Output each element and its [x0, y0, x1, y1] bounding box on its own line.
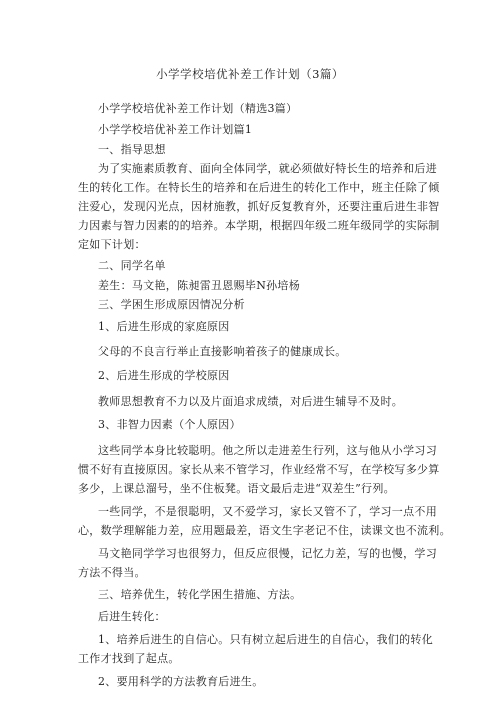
- subheading-conversion: 后进生转化：: [98, 610, 166, 623]
- paragraph-line: 1、培养后进生的自信心。只有树立起后进生的自信心，我们的转化: [98, 633, 433, 646]
- paragraph-line: 定如下计划：: [78, 238, 146, 251]
- heading-measures: 三、培养优生，转化学困生措施、方法。: [98, 588, 302, 601]
- paragraph-line: 心，数学理解能力差，应用题最差，语文生字老记不住，读课文也不流利。: [78, 524, 451, 537]
- document-title: 小学学校培优补差工作计划（3篇）: [156, 67, 344, 81]
- paragraph-line: 惯不好有直接原因。家长从来不管学习，作业经常不写，在学校写多少算: [78, 463, 440, 476]
- paragraph-line: 为了实施素质教育、面向全体同学，就必须做好特长生的培养和后进: [98, 162, 437, 175]
- heading-student-list: 二、同学名单: [98, 259, 166, 272]
- student-names: 差生：马文艳，陈昶雷丑恩赐毕N孙培杨: [98, 279, 301, 292]
- section-heading: 小学学校培优补差工作计划篇1: [98, 123, 253, 136]
- paragraph-line: 多少，上课总溜号，坐不住板凳。语文最后走进“双差生”行列。: [78, 482, 395, 495]
- paragraph-line: 父母的不良言行举止直接影响着孩子的健康成长。: [98, 345, 347, 358]
- paragraph-line: 2、要用科学的方法教育后进生。: [98, 675, 264, 688]
- paragraph-line: 一些同学，不是很聪明，又不爱学习，家长又管不了，学习一点不用: [98, 505, 437, 518]
- heading-guiding-idea: 一、指导思想: [98, 143, 166, 156]
- paragraph-line: 生的转化工作。在特长生的培养和在后进生的转化工作中，班主任除了倾: [78, 181, 440, 194]
- subheading-school-cause: 2、后进生形成的学校原因: [98, 369, 230, 382]
- paragraph-line: 马文艳同学学习也很努力，但反应很慢，记忆力差，写的也慢，学习: [98, 547, 437, 560]
- paragraph-line: 这些同学本身比较聪明。他之所以走进差生行列，这与他从小学习习: [98, 444, 437, 457]
- paragraph-line: 注爱心，发现闪光点，因材施教，抓好反复教育外，还要注重后进生非智: [78, 200, 440, 213]
- paragraph-line: 教师思想教育不力以及片面追求成绩，对后进生辅导不及时。: [98, 395, 404, 408]
- subtitle-line: 小学学校培优补差工作计划（精选3篇）: [98, 102, 298, 115]
- subheading-family-cause: 1、后进生形成的家庭原因: [98, 320, 230, 333]
- subheading-personal-cause: 3、非智力因素（个人原因）: [98, 418, 241, 431]
- heading-cause-analysis: 三、学困生形成原因情况分析: [98, 298, 245, 311]
- paragraph-line: 工作才找到了起点。: [78, 652, 180, 665]
- paragraph-line: 力因素与智力因素的的培养。本学期，根据四年级二班年级同学的实际制: [78, 219, 440, 232]
- paragraph-line: 方法不得当。: [78, 566, 146, 579]
